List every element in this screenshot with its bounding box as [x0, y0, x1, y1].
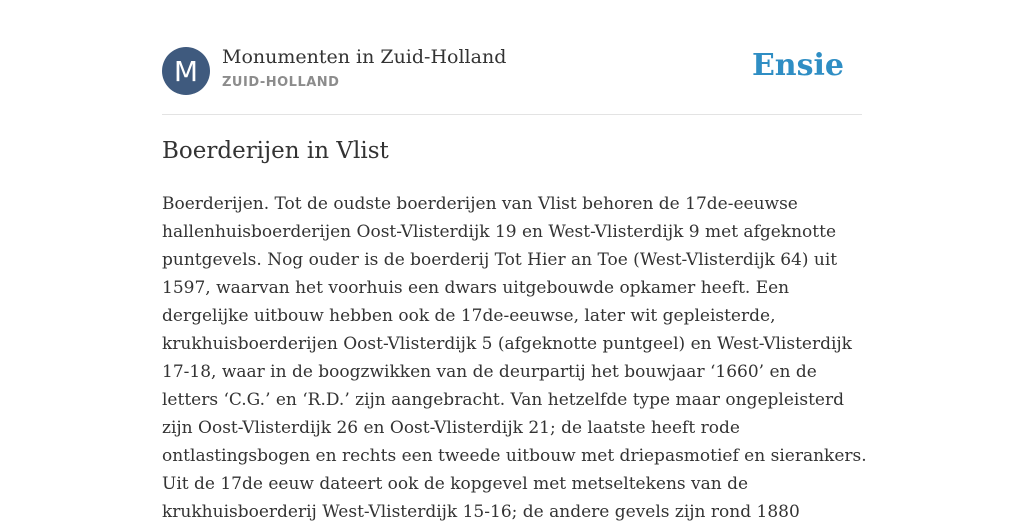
body-line: ontlastingsbogen en rechts een tweede uitbouw met driepasmotief en sierankers. [162, 446, 867, 466]
body-line: dergelijke uitbouw hebben ook de 17de-eeuwse, later wit gepleisterde, [162, 306, 776, 326]
page-title: Boerderijen in Vlist [162, 138, 389, 164]
body-line: krukhuisboerderijen Oost-Vlisterdijk 5 (afgeknotte puntgeel) en West-Vlisterdijk [162, 334, 852, 354]
article-body [162, 190, 867, 526]
ensie-logo-link[interactable]: Ensie [751, 48, 844, 83]
body-line: Boerderijen. Tot de oudste boerderijen van Vlist behoren de 17de-eeuwse [162, 194, 798, 214]
body-line: letters ‘C.G.’ en ‘R.D.’ zijn aangebracht. Van hetzelfde type maar ongepleisterd [162, 390, 844, 410]
body-line: 1597, waarvan het voorhuis een dwars uitgebouwde opkamer heeft. Een [162, 278, 790, 298]
body-line: puntgevels. Nog ouder is de boerderij Tot Hier an Toe (West-Vlisterdijk 64) uit [162, 250, 838, 270]
body-line: 17-18, waar in de boogzwikken van de deurpartij het bouwjaar ‘1660’ en de [162, 362, 817, 382]
publication-name[interactable]: Monumenten in Zuid-Holland [222, 46, 507, 68]
body-line: Uit de 17de eeuw dateert ook de kopgevel met metseltekens van de [162, 474, 749, 494]
publication-subtitle: ZUID-HOLLAND [222, 75, 340, 90]
publication-header [162, 0, 862, 115]
body-line: krukhuisboerderij West-Vlisterdijk 15-16; de andere gevels zijn rond 1880 [162, 502, 800, 522]
body-line: zijn Oost-Vlisterdijk 26 en Oost-Vlisterdijk 21; de laatste heeft rode [162, 418, 740, 438]
body-line: hallenhuisboerderijen Oost-Vlisterdijk 19 en West-Vlisterdijk 9 met afgeknotte [162, 222, 837, 242]
avatar[interactable]: M [162, 47, 210, 95]
article-card [162, 0, 867, 522]
